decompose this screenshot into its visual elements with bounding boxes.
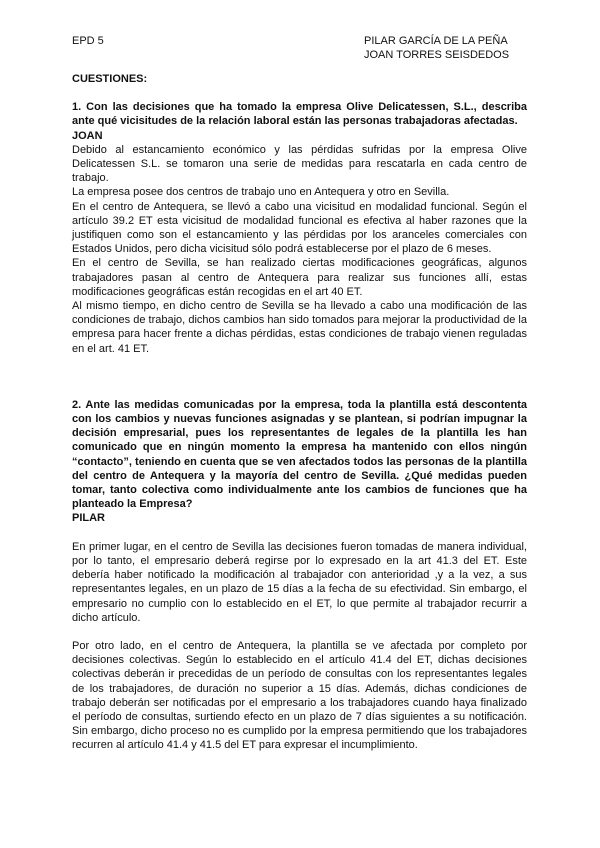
question-2: 2. Ante las medidas comunicadas por la empresa, toda la plantilla está descontenta con los cambios y nuevas funciones asignadas y se plantean, si podrían impugnar la decisión empresarial, pues los representantes de legales de la plantilla les han comunicado que en ningún momento la empresa ha mantenido con ellos ningún “contacto”, teniendo en cuenta que se ven afectados todos las personas de la plantilla del centro de Antequera y la mayoría del centro de Sevilla. ¿Qué medidas pueden tomar, tanto colectiva como individualmente ante los cambios de funciones que ha planteado la Empresa?: [72, 398, 527, 511]
answer-1-paragraph: En el centro de Sevilla, se han realizado ciertas modificaciones geográficas, algunos trabajadores pasan al centro de Antequera para realizar sus funciones allí, estas modificaciones geográficas están recogidas en el art 40 ET.: [72, 257, 527, 298]
header-author-2: JOAN TORRES SEISDEDOS: [364, 49, 510, 61]
answer-1-paragraph: Debido al estancamiento económico y las pérdidas sufridas por la empresa Olive Delicatessen S.L. se tomaron una serie de medidas para rescatarla en cada centro de trabajo.: [72, 143, 527, 185]
header-author-1: PILAR GARCÍA DE LA PEÑA: [364, 35, 508, 47]
question-1-author: JOAN: [72, 129, 103, 142]
question-1: 1. Con las decisiones que ha tomado la empresa Olive Delicatessen, S.L., describa ante qué vicisitudes de la relación laboral están las personas trabajadoras afectadas.: [72, 101, 527, 128]
answer-2-paragraph: En primer lugar, en el centro de Sevilla las decisiones fueron tomadas de manera individual, por lo tanto, el empresario deberá regirse por lo expresado en la art 41.3 del ET. Este debería haber notificado la modificación al trabajador con anterioridad ,y a la vez, a sus representantes legales, en un plazo de 15 días a la fecha de su efectividad. Sin embargo, el empresario no cumplio con lo establecido en el ET, lo que permite al trabajador recurrir a dicho artículo.: [72, 540, 527, 624]
answer-1-paragraph: En el centro de Antequera, se llevó a cabo una vicisitud en modalidad funcional. Según el artículo 39.2 ET esta vicisitud de modalidad funcional es efectiva al haber razones que la justifiquen como son el estancamiento y las pérdidas por los aranceles comerciales con Estados Unidos, pero dicha vicisitud sólo podrá establecerse por el plazo de 6 meses.: [72, 200, 527, 256]
header-authors: [364, 34, 509, 62]
answer-1-paragraph: La empresa posee dos centros de trabajo uno en Antequera y otro en Sevilla.: [72, 186, 450, 199]
answer-1-paragraph: Al mismo tiempo, en dicho centro de Sevilla se ha llevado a cabo una modificación de las condiciones de trabajo, dichos cambios han sido tomados para mejorar la productividad de la empresa para hacer frente a dichas pérdidas, estas condiciones de trabajo vienen reguladas en el art. 41 ET.: [72, 300, 527, 355]
section-title: CUESTIONES:: [72, 73, 148, 85]
document-body: [72, 72, 527, 753]
header-course-code: EPD 5: [72, 35, 104, 47]
answer-2-paragraph: Por otro lado, en el centro de Antequera, la plantilla se ve afectada por completo por decisiones colectivas. Según lo establecido en el artículo 41.4 del ET, dichas decisiones colectivas deberán ir precedidas de un período de consultas con los representantes legales de los trabajadores, de duración no superior a 15 días. Además, dichas condiciones de trabajo deberán ser notificadas por el empresario a los trabajadores cuando haya finalizado el período de consultas, surtiendo efecto en un plazo de 7 días siguientes a su notificación. Sin embargo, dicho proceso no es cumplido por la empresa permitiendo que los trabajadores recurren al artículo 41.4 y 41.5 del ET para expresar el incumplimiento.: [72, 639, 527, 752]
question-2-author: PILAR: [72, 512, 105, 525]
